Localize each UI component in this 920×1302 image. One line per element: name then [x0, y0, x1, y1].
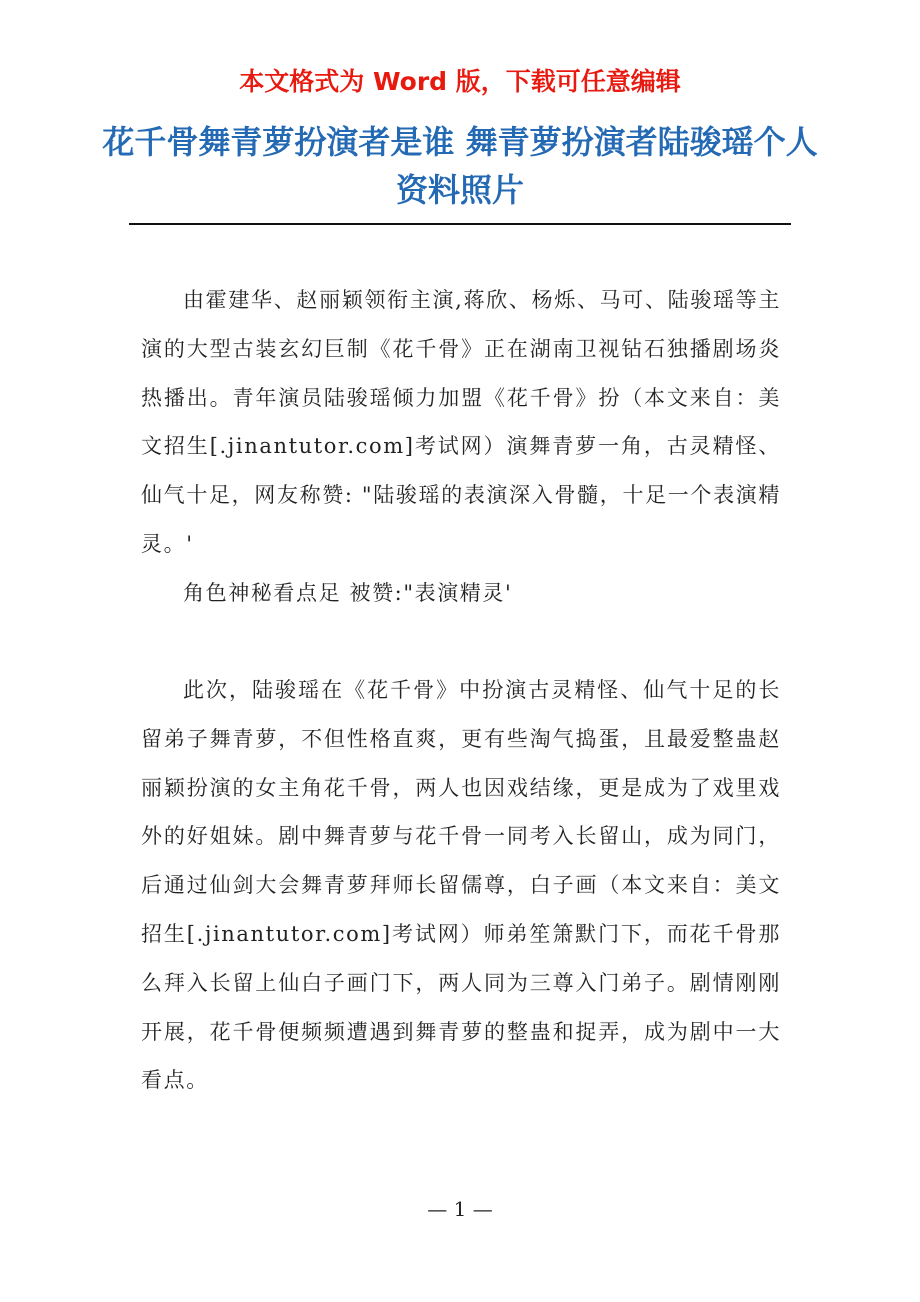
paragraph-intro: 由霍建华、赵丽颖领衔主演,蒋欣、杨烁、马可、陆骏瑶等主演的大型古装玄幻巨制《花千骨》正在湖南卫视钻石独播剧场炎热播出。青年演员陆骏瑶倾力加盟《花千骨》扮（本文来自：美文招生[.jinantutor.com]考试网）演舞青萝一角，古灵精怪、仙气十足，网友称赞: "陆骏瑶的表演深入骨髓，十足一个表演精灵。' [141, 288, 781, 556]
title-divider [129, 223, 791, 225]
paragraph-subheading: 角色神秘看点足 被赞:"表演精灵' [183, 580, 513, 605]
article-section-intro [141, 276, 781, 618]
format-notice: 本文格式为 Word 版，下载可任意编辑 [239, 67, 681, 96]
article-section-main [141, 666, 781, 1105]
page-number: — 1 — [427, 1197, 493, 1221]
paragraph-main: 此次，陆骏瑶在《花千骨》中扮演古灵精怪、仙气十足的长留弟子舞青萝，不但性格直爽，更有些淘气捣蛋，且最爱整蛊赵丽颖扮演的女主角花千骨，两人也因戏结缘，更是成为了戏里戏外的好姐妹。剧中舞青萝与花千骨一同考入长留山，成为同门，后通过仙剑大会舞青萝拜师长留儒尊，白子画（本文来自：美文招生[.jinantutor.com]考试网）师弟笙箫默门下，而花千骨那么拜入长留上仙白子画门下，两人同为三尊入门弟子。剧情刚刚开展，花千骨便频频遭遇到舞青萝的整蛊和捉弄，成为剧中一大看点。 [141, 678, 781, 1093]
page-title: 花千骨舞青萝扮演者是谁 舞青萝扮演者陆骏瑶个人资料照片 [102, 123, 818, 209]
